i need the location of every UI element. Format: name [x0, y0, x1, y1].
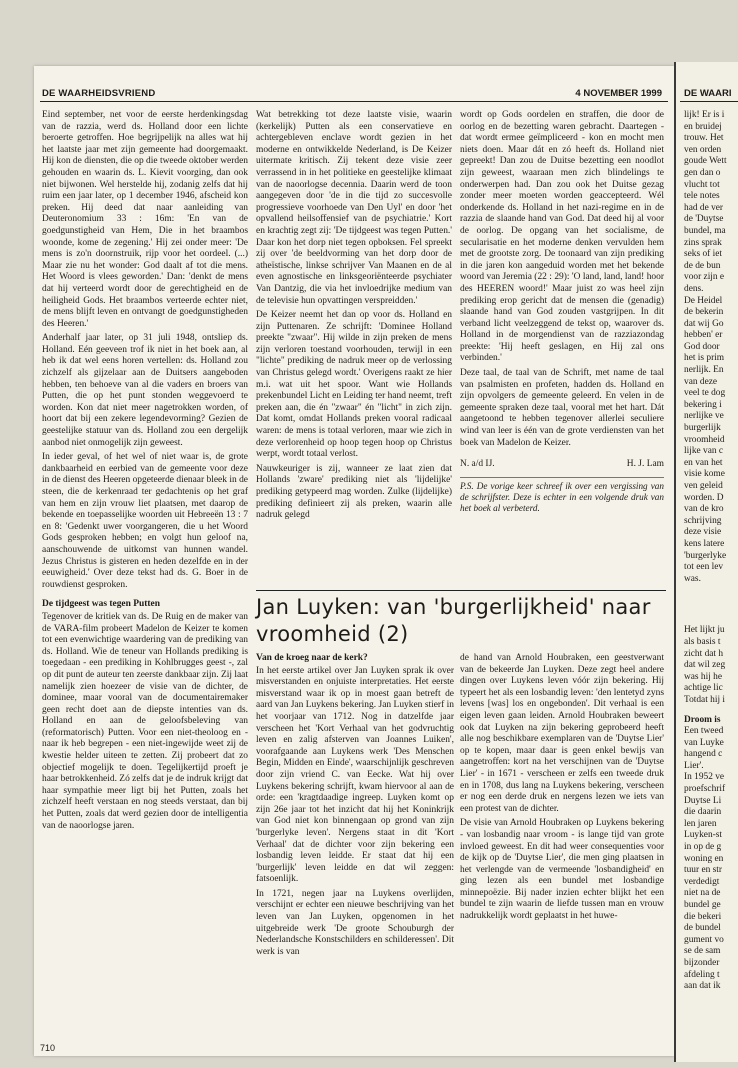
- text-line: tele notes: [684, 191, 720, 202]
- postscript: P.S. De vorige keer schreef ik over een vergissing van de schrijfster. Deze is echter in een volgende druk van het boek al verbeterd.: [460, 477, 664, 514]
- text-line: goude Wett: [684, 156, 727, 167]
- text-line: Lier'.: [684, 760, 704, 771]
- text-line: visie kome: [684, 469, 725, 480]
- next-page-edge: [674, 62, 738, 1062]
- article-column-b: [460, 653, 664, 1033]
- text-line: ven orden: [684, 144, 722, 155]
- text-line: had de ver: [684, 202, 724, 213]
- text-line: nerlijke ve: [684, 411, 724, 422]
- spacer: [684, 585, 738, 625]
- paragraph: de hand van Arnold Houbraken, een geestverwant van de bekeerde Jan Luyken. Deze zegt heel andere dingen over Luykens leven vóór zijn bekering. Hij typeert het als een losbandig leven: 'den lentetyd zyns levens [was] los en ongebonden'. Dit verhaal is een eigen leven gaan leiden. Arnold Houbraken beweert ook dat Luyken na zijn bekering geprobeerd heeft alle nog beschikbare exemplaren van de 'Duytse Lier' op te kopen, maar daar is geen enkel bewijs van aangetroffen: kort na het verschijnen van de 'Duytse Lier' - in 1671 - verscheen er zelfs een tweede druk en in 1708, dus lang na Luykens bekering, verscheen er nog een derde druk en nergens lezen we iets van een protest van de dichter.: [460, 653, 664, 814]
- article-rule: [256, 590, 666, 591]
- column-2: [256, 110, 452, 592]
- article-title: Jan Luyken: van 'burgerlijkheid' naar vroomheid (2): [256, 595, 651, 646]
- text-line: van Luyke: [684, 737, 724, 748]
- text-line: veel te dog: [684, 388, 726, 399]
- text-line: len jaren: [684, 818, 717, 829]
- text-line: het is prim: [684, 353, 725, 364]
- text-line: lijk! Er is i: [684, 110, 725, 120]
- paragraph: Nauwkeuriger is zij, wanneer ze laat zien dat Hollands 'zware' prediking niet als 'lijdelijke' prediking getypeerd mag worden. Zulke (lijdelijke) prediking definieert zij als preken, waarin alle nadruk gelegd: [256, 463, 452, 521]
- text-line: schrijving: [684, 515, 722, 526]
- issue-date: 4 NOVEMBER 1999: [575, 88, 662, 99]
- text-line: deze visie: [684, 527, 722, 538]
- text-line: trouw. Het: [684, 133, 724, 144]
- paragraph: Eind september, net voor de eerste herdenkingsdag van de razzia, werd ds. Holland door een lichte beroerte getroffen. Hoe begrijpelijk na alles wat hij het laatste jaar met zijn gemeente had doorgemaakt. Hij kon de diensten, die op die tweede oktober werden gehouden en waarin ds. L. Kievit voorging, dan ook niet bijwonen. Wel herstelde hij, zodanig zelfs dat hij ruim een jaar later, op 1 december 1946, afscheid kon preken. Hij deed dat naar aanleiding van Deuteronomium 33 : 16m: 'En van de goedgunstigheid van Hem, Die in het braambos woonde, kome de zegening.' Hij zei onder meer: 'De mens is zo'n doornstruik, rijp voor het oordeel. (...) Maar zie nu het wonder: God daalt af tot die mens. Het Woord is vlees geworden.' Dan: 'denkt de mens dat hij verteerd wordt door de gerechtigheid en de heiligheid Gods. Het braambos verteerde echter niet, de mens blijft leven en ontvangt de goedgunstigheden des Heeren.': [42, 110, 248, 329]
- signature-author: H. J. Lam: [626, 459, 664, 470]
- subheading: Droom is: [684, 714, 721, 725]
- paragraph: Anderhalf jaar later, op 31 juli 1948, ontsliep ds. Holland. Eén geeveen trof ik niet in het boek aan, al heb ik dat wel eens horen vertellen: ds. Holland zou zichzelf als gijzelaar aan de Duitsers aangeboden hebben, ten behoeve van al die vaders en broers van Putten, die op het punt stonden weggevoerd te worden. Kon dat niet meer nagetrokken worden, of hoort dat bij een zekere legendevorming? Gezien de geestelijke statuur van ds. Holland zou een dergelijk aanbod niet onmogelijk zijn geweest.: [42, 333, 248, 448]
- text-line: burgerlijk: [684, 423, 721, 434]
- text-line: lijke van c: [684, 446, 724, 457]
- text-line: van deze: [684, 376, 718, 387]
- text-line: woning en: [684, 853, 724, 864]
- paragraph: De Keizer neemt het dan op voor ds. Holland en zijn Puttenaren. Ze schrijft: 'Dominee Holland preekte "zwaar". Hij wilde in zijn preken de mens zijn verloren toestand voorhouden, terwijl in een "lichte" prediking de nadruk meer op de verlossing van Christus gelegd wordt.' Overigens raakt ze hier m.i. wat uit het spoor. Want wie Hollands prekenbundel Licht en Leiding ter hand neemt, treft preken aan, die én "zwaar" én "licht" in zich zijn. Dat komt, omdat Hollands preken vooral radicaal waren: de mens is totaal verloren, maar wie zich in deze verlorenheid op hoop tegen hoop op Christus werpt, wordt totaal verlost.: [256, 310, 452, 460]
- next-page-header: DE WAARI: [684, 88, 732, 99]
- text-line: bekering i: [684, 399, 722, 410]
- text-line: gument vo: [684, 934, 724, 945]
- text-line: niet na de: [684, 888, 721, 899]
- text-line: zicht dat h: [684, 648, 724, 659]
- text-line: was hij he: [684, 671, 723, 682]
- paragraph: In ieder geval, of het wel of niet waar is, de grote dankbaarheid en eerbied van de gemeente voor deze in de dienst des Heeren opgeteerde dienaar bleek in de steen, die de kerkenraad ter gedachtenis op het graf van hem en zijn vrouw liet plaatsen, met daarop de bekende en toepasselijke woorden uit Hebreeën 13 : 7 en 8: 'Gedenkt uwer voorgangeren, die u het Woord Gods gesproken hebben; en volgt hun geloof na, aanschouwende de uitkomst van hunnen wandel. Jezus Christus is gisteren en heden dezelfde en in der eeuwigheid.' Over deze tekst had ds. G. Boer in de rouwdienst gesproken.: [42, 452, 248, 590]
- text-line: als basis t: [684, 636, 721, 647]
- text-line: aan dat ik: [684, 981, 721, 992]
- text-line: achtige lic: [684, 683, 723, 694]
- text-line: In 1952 ve: [684, 772, 725, 783]
- text-line: God door: [684, 341, 720, 352]
- text-line: bijzonder: [684, 957, 720, 968]
- article-column-a: [256, 653, 454, 1033]
- text-line: en bruidej: [684, 121, 722, 132]
- text-line: dat wil zeg: [684, 660, 726, 671]
- text-line: Het lijkt ju: [684, 625, 725, 636]
- text-line: Een tweed: [684, 726, 724, 737]
- text-line: verdedigt: [684, 876, 720, 887]
- text-line: tot een lev: [684, 562, 724, 573]
- text-line: de bundel: [684, 923, 721, 934]
- text-line: van de kro: [684, 504, 724, 515]
- paragraph: Wat betrekking tot deze laatste visie, waarin (kerkelijk) Putten als een conservatieve en achtergebleven enclave wordt gezien in het moderne en ontwikkelde Nederland, is De Keizer uitermate kritisch. Zij tekent deze visie zeer verrassend in in het politieke en geestelijke klimaat van de naoorlogse decennia. Daarin werd de toon aangegeven door 'de in die tijd zo succesvolle progressieve voorhoede van Den Uyl' en door 'het opvallend heilsoffensief van de psychiatrie.' Kort en krachtig zegt zij: 'De tijdgeest was tegen Putten.' Daar kon het dorp niet tegen opboksen. Fel spreekt zij over 'de beeldvorming van het dorp door de atheïstische, linkse schrijver Van Maanen en de al even agnostische en linksgeoriënteerde psychiater Van Dantzig, die via het invloedrijke medium van de televisie hun opvattingen verspreidden.': [256, 110, 452, 306]
- paragraph: De visie van Arnold Houbraken op Luykens bekering - van losbandig naar vroom - is lange tijd van grote invloed geweest. En dit had weer consequenties voor de kijk op de 'Duytse Lier', die men ging plaatsen in het verlengde van de vermeende 'losbandigheid' en ging lezen als een bundel met losbandige minnepoëzie. Bij nader inzien echter blijkt het een bundel te zijn waarin de liefde tussen man en vrouw nadrukkelijk wordt geplaatst in het huwe-: [460, 818, 664, 922]
- text-line: vroomheid: [684, 434, 725, 445]
- text-line: in op de g: [684, 842, 722, 853]
- text-line: hangend c: [684, 749, 723, 760]
- next-page-column: [684, 110, 738, 993]
- text-line: vlucht tot: [684, 179, 720, 190]
- text-line: Duytse Li: [684, 795, 722, 806]
- text-line: bundel, ma: [684, 225, 726, 236]
- paragraph: In 1721, negen jaar na Luykens overlijden, verschijnt er echter een nieuwe beschrijving van het leven van Jan Luyken, opgenomen in het uitgebreide werk 'De groote Schouburgh der Nederlandsche Konstschilders en schilderessen'. Dit werk is van: [256, 888, 454, 957]
- paragraph: Tegenover de kritiek van ds. De Ruig en de maker van de VARA-film probeert Madelon de Keizer te komen tot een evenwichtige waardering van de prediking van ds. Holland. Wie de teneur van Hollands prediking is toegedaan - een prediking in Kohlbrugges geest -, zal op dit punt de auteur ten zeerste dankbaar zijn. Zij laat namelijk zien hoezeer de visie van de dichter, de dominee, maar vooral van de documentairemaker geen recht doet aan de diepste intenties van ds. Holland en aan de geloofsbeleving van (reformatorisch) Putten. Voor een niet-theoloog en - naar ik heb begrepen - een niet-ingewijde weet zij de kwestie helder uiteen te zetten. Zij probeert dat zo objectief mogelijk te doen. Tegelijkertijd proeft je haar betrokkenheid. Zó zelfs dat je de indruk krijgt dat haar sympathie meer ligt bij het Putten, zoals het zichzelf heeft verstaan en nog steeds verstaat, dan bij het Putten, zoals dat werd gezien door de intelligentia van de naoorlogse jaren.: [42, 611, 248, 831]
- text-line: 'burgerlyke: [684, 550, 727, 561]
- text-line: afdeling t: [684, 969, 720, 980]
- text-line: de 'Duytse: [684, 214, 724, 225]
- signature-place: N. a/d IJ.: [460, 459, 495, 470]
- text-line: dens.: [684, 283, 704, 294]
- text-line: die daarin: [684, 807, 722, 818]
- text-line: proefschrif: [684, 784, 726, 795]
- text-line: gen dan o: [684, 167, 721, 178]
- text-line: nerlijk. En: [684, 365, 724, 376]
- newspaper-page: [34, 66, 674, 1056]
- text-line: kens latere: [684, 538, 725, 549]
- text-line: worden. D: [684, 492, 724, 503]
- text-line: Totdat hij i: [684, 694, 726, 705]
- text-line: hebben' er: [684, 330, 723, 341]
- text-line: ven geleid: [684, 481, 723, 491]
- header-rule: [680, 101, 738, 102]
- text-line: bundel ge: [684, 900, 721, 910]
- text-line: zins sprak: [684, 237, 722, 248]
- text-line: was.: [684, 573, 701, 584]
- signature-line: [460, 459, 664, 471]
- text-line: dat wij Go: [684, 318, 724, 329]
- text-line: Luyken-st: [684, 830, 723, 841]
- text-line: die bekeri: [684, 911, 722, 922]
- page-number: 710: [40, 1043, 56, 1053]
- subheading: De tijdgeest was tegen Putten: [42, 599, 160, 610]
- text-line: De Heidel: [684, 295, 723, 306]
- column-1: [42, 110, 248, 1020]
- paragraph: wordt op Gods oordelen en straffen, die door de oorlog en de bezetting waren gebracht. Daartegen - dat wordt ermee geïmpliceerd - kon en mocht men niets doen. Maar dát en zó heeft ds. Holland niet gepreekt! Dan zou de Duitse bezetting een noodlot zijn geweest, waaraan men zich blindelings te onderwerpen had. Dan zou ook het Duitse gezag zonder meer moeten worden geaccepteerd. Wél onderkende ds. Holland in het nazi-regime en in de razzia de slaande hand van God. Dat deed hij al voor de oorlog. De opgang van het socialisme, de secularisatie en het moderne denken vervulden hem met de grootste zorg. De toonaard van zijn prediking in die jaren kon aangeduid worden met het bekende woord van Jeremia (22 : 29): 'O land, land, land! hoor des HEEREN woord!' Maar juist zo was heel zijn prediking erop gericht dat de mensen die (genadig) slaande hand van God zouden vastgrijpen. In dit verband licht veelzeggend de tekst op, waarover ds. Holland in de morgendienst van de razziazondag preekte: 'Hij heeft geslagen, en Hij zal ons verbinden.': [460, 110, 664, 364]
- publication-name: DE WAARHEIDSVRIEND: [42, 88, 156, 99]
- paragraph: In het eerste artikel over Jan Luyken sprak ik over misverstanden en onjuiste interpretaties. Het eerste misverstand waar ik op in moest gaan betreft de aard van Jan Luykens bekering. Jan Luyken stierf in het voorjaar van 1712. Nog in datzelfde jaar verscheen het 'Kort Verhaal van het godvruchtig leven en zalig afsterven van Joannes Luiken', voorafgaande aan Luykens werk 'Des Menschen Begin, Midden en Einde', waarschijnlijk geschreven door zijn vriend C. van Eecke. Wat hij over Luykens bekering schrijft, kwam hiervoor al aan de orde: een 'kragtdaadige ingreep. Luyken komt op zijn 26e jaar tot het inzicht dat hij het Koninkrijk van God niet kon binnengaan op grond van zijn 'burgerlyke leven'. Nergens staat in dit 'Kort Verhaal' dat de dichter voor zijn bekering een losbandig leven leidde. Er staat dat hij een 'burgerlijk' leven leidde en dat wil zeggen: fatsoenlijk.: [256, 665, 454, 885]
- paragraph: Deze taal, de taal van de Schrift, met name de taal van psalmisten en profeten, hadden ds. Holland en zijn opvolgers de gemeente geleerd. En velen in de gemeente spraken deze taal, vooral met het hart. Dát aangetoond te hebben tegenover allerlei seculiere wind van leer is één van de grote verdiensten van het boek van Madelon de Keizer.: [460, 368, 664, 448]
- text-line: seks of iet: [684, 249, 723, 260]
- column-3: [460, 110, 664, 592]
- text-line: se de sam: [684, 946, 721, 957]
- header-rule: [40, 101, 668, 102]
- text-line: en van het: [684, 457, 723, 468]
- text-line: de bekerin: [684, 307, 724, 318]
- text-line: voor zijn e: [684, 272, 725, 283]
- article-subheading: Van de kroeg naar de kerk?: [256, 653, 368, 663]
- text-line: tuur en str: [684, 865, 723, 876]
- text-line: de de bun: [684, 260, 721, 271]
